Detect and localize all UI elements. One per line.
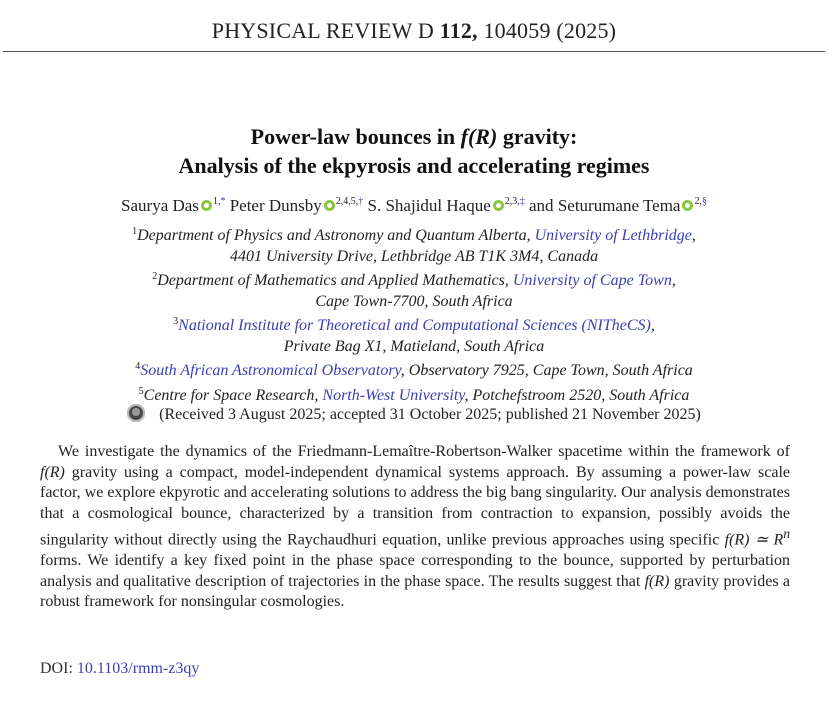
author-affil-sup: 2, xyxy=(694,196,702,207)
affiliation-link[interactable]: National Institute for Theoretical and Computational Sciences (NITheCS) xyxy=(178,317,651,334)
affiliation-link[interactable]: University of Lethbridge xyxy=(534,227,692,244)
affiliation-5 xyxy=(0,382,828,407)
orcid-icon[interactable] xyxy=(324,200,335,211)
affiliation-text: , Potchefstroom 2520, South Africa xyxy=(464,386,690,404)
affiliation-1 xyxy=(0,222,828,247)
author-name[interactable]: Saurya Das xyxy=(121,196,199,215)
affiliation-3 xyxy=(0,312,828,337)
doi-line xyxy=(40,660,199,678)
doi-label: DOI: xyxy=(40,660,73,677)
abstract-text: We investigate the dynamics of the Friedmann-Lemaître-Robertson-Walker spacetime within the framework of xyxy=(58,443,790,460)
author-note-link[interactable]: ‡ xyxy=(519,196,525,207)
title-text: gravity: xyxy=(497,124,578,149)
affiliation-3-address: Private Bag X1, Matieland, South Africa xyxy=(283,337,545,355)
affiliation-number: 1 xyxy=(132,226,138,237)
author-affil-sup: 2,3, xyxy=(504,196,520,207)
header-rule xyxy=(3,51,825,52)
affiliation-link[interactable]: North-West University xyxy=(322,386,465,404)
affiliation-1-address: 4401 University Drive, Lethbridge AB T1K 3M4, Canada xyxy=(229,247,599,265)
title-math: f(R) xyxy=(460,124,498,149)
author-note-link[interactable]: † xyxy=(358,196,364,207)
author-name[interactable]: S. Shajidul Haque xyxy=(367,196,491,215)
abstract-math-exponent: n xyxy=(783,526,790,542)
orcid-icon[interactable] xyxy=(682,200,693,211)
affiliation-text: Department of Physics and Astronomy and Quantum Alberta, xyxy=(137,227,535,244)
orcid-icon[interactable] xyxy=(493,200,504,211)
affiliation-text: , xyxy=(671,272,676,289)
title-text: Power-law bounces in xyxy=(250,124,461,149)
affiliation-text: , Observatory 7925, Cape Town, South Africa xyxy=(400,362,693,379)
abstract xyxy=(40,442,790,613)
affiliation-text: , xyxy=(650,317,655,334)
paper-title xyxy=(0,122,828,180)
affiliation-number: 2 xyxy=(152,271,158,282)
abstract-text: gravity using a compact, model-independent dynamical systems approach. By assuming a power-law scale factor, we explore ekpyrotic and accelerating solutions to address the big bang singularity. Our analysis demonstrates that a cosmological bounce, characterized by a transition from contraction to expansion, possibly avoids the singularity without directly using the Raychaudhuri equation, unlike previous approaches using specific xyxy=(40,463,790,549)
affiliation-link[interactable]: South African Astronomical Observatory xyxy=(140,362,401,379)
orcid-icon[interactable] xyxy=(201,200,212,211)
affiliation-2 xyxy=(0,267,828,292)
affiliation-link[interactable]: University of Cape Town xyxy=(512,272,672,289)
received-dates: (Received 3 August 2025; accepted 31 October 2025; published 21 November 2025) xyxy=(159,406,701,423)
author-list xyxy=(0,196,828,216)
affiliation-text: , xyxy=(691,227,696,244)
author-name[interactable]: Peter Dunsby xyxy=(229,196,322,215)
affiliation-text: Department of Mathematics and Applied Mathematics, xyxy=(157,272,513,289)
affiliation-2-address: Cape Town-7700, South Africa xyxy=(315,292,513,310)
crossmark-icon[interactable] xyxy=(127,404,145,422)
doi-link[interactable]: 10.1103/rmm-z3qy xyxy=(76,660,200,677)
affiliation-number: 5 xyxy=(138,385,144,397)
abstract-text: forms. We identify a key fixed point in the phase space corresponding to the bounce, supported by perturbation analysis and qualitative description of trajectories in the phase space. The results suggest that xyxy=(40,552,790,590)
author-note-link[interactable]: * xyxy=(220,196,226,207)
publication-history xyxy=(0,404,828,424)
author-affil-sup: 1, xyxy=(212,196,221,207)
author-affil-sup: 2,4,5, xyxy=(335,196,359,207)
article-number: 104059 (2025) xyxy=(483,18,617,43)
abstract-math: f(R) xyxy=(40,463,65,481)
journal-header xyxy=(0,18,828,44)
affiliation-text: Centre for Space Research, xyxy=(143,386,323,404)
author-note-link[interactable]: § xyxy=(701,196,707,207)
journal-volume: 112, xyxy=(439,18,478,43)
affiliation-4 xyxy=(0,357,828,382)
affiliation-list xyxy=(0,222,828,406)
title-line-1 xyxy=(0,122,828,151)
author-name[interactable]: Seturumane Tema xyxy=(557,196,681,215)
abstract-paragraph xyxy=(40,442,790,613)
abstract-math: f(R) xyxy=(644,572,670,590)
affiliation-number: 3 xyxy=(173,316,179,327)
title-line-2: Analysis of the ekpyrosis and accelerating regimes xyxy=(178,153,650,178)
abstract-math: f(R) ≃ R xyxy=(724,531,784,549)
author-conjunction: and xyxy=(529,196,554,215)
abstract-text: gravity provides a robust framework for nonsingular cosmologies. xyxy=(40,572,790,611)
affiliation-number: 4 xyxy=(135,361,141,372)
journal-name: PHYSICAL REVIEW D xyxy=(211,18,434,43)
